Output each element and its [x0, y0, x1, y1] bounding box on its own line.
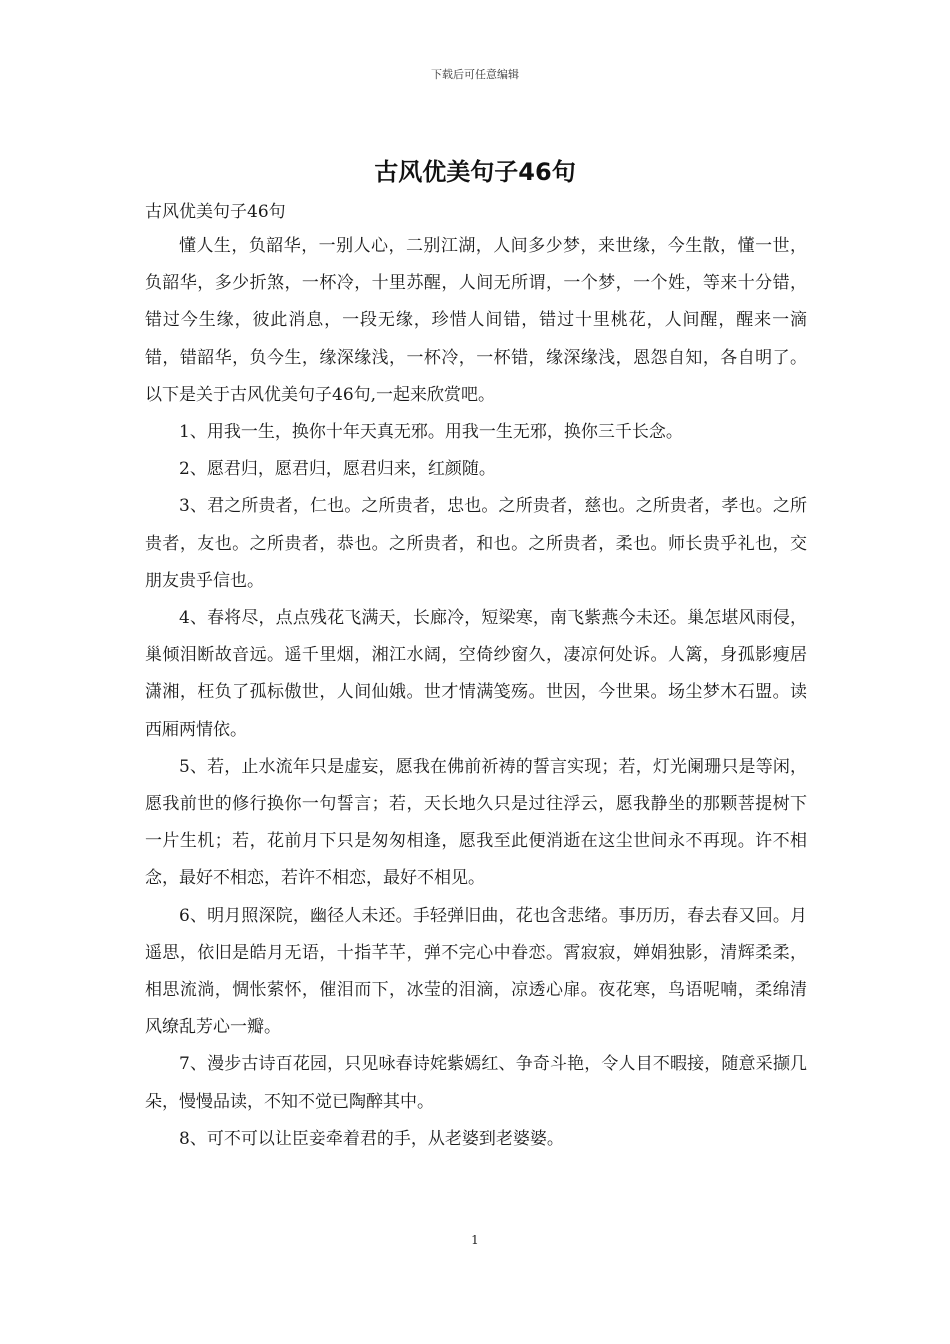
- paragraph-item-1: 1、用我一生，换你十年天真无邪。用我一生无邪，换你三千长念。: [179, 422, 683, 443]
- paragraph-item-3: 3、君之所贵者，仁也。之所贵者，忠也。之所贵者，慈也。之所贵者，孝也。之所贵者，友也。之所贵者，恭也。之所贵者，和也。之所贵者，柔也。师长贵乎礼也，交朋友贵乎信也。: [145, 496, 807, 591]
- document-subtitle: 古风优美句子46句: [145, 202, 286, 222]
- paragraph-item-2: 2、愿君归，愿君归，愿君归来，红颜随。: [179, 459, 496, 480]
- page-number: 1: [471, 1233, 479, 1247]
- paragraph-item-6: 6、明月照深院，幽径人未还。手轻弹旧曲，花也含悲绪。事历历，春去春又回。月遥思，依旧是皓月无语，十指芊芊，弹不完心中眷恋。霄寂寂，婵娟独影，清辉柔柔，相思流淌，惆怅萦怀，催泪而下，冰莹的泪滴，凉透心扉。夜花寒，鸟语呢喃，柔绵清风缭乱芳心一瓣。: [145, 905, 807, 1038]
- paragraph-item-7: 7、漫步古诗百花园，只见咏春诗姹紫嫣红、争奇斗艳，令人目不暇接，随意采撷几朵，慢慢品读，不知不觉已陶醉其中。: [145, 1054, 807, 1112]
- document-body: [145, 197, 807, 1158]
- document-title: 古风优美句子46句: [374, 158, 576, 186]
- paragraph-item-5: 5、若，止水流年只是虚妄，愿我在佛前祈祷的誓言实现；若，灯光阑珊只是等闲，愿我前世的修行换你一句誓言；若，天长地久只是过往浮云，愿我静坐的那颗菩提树下一片生机；若，花前月下只是匆匆相逢，愿我至此便消逝在这尘世间永不再现。许不相念，最好不相恋，若许不相恋，最好不相见。: [145, 756, 807, 889]
- paragraph-item-4: 4、春将尽，点点残花飞满天，长廊冷，短梁寒，南飞紫燕今未还。巢怎堪风雨侵，巢倾泪断故音远。遥千里烟，湘江水阔，空倚纱窗久，凄凉何处诉。人篱，身孤影瘦居潇湘，枉负了孤标傲世，人间仙娥。世才情满笺殇。世因，今世果。场尘梦木石盟。读西厢两情依。: [145, 608, 807, 740]
- page-header: 下载后可任意编辑: [431, 68, 519, 81]
- paragraph-intro: 懂人生，负韶华，一别人心，二别江湖，人间多少梦，来世缘，今生散，懂一世，负韶华，多少折煞，一杯冷，十里苏醒，人间无所谓，一个梦，一个姓，等来十分错，错过今生缘，彼此消息，一段无缘，珍惜人间错，错过十里桃花，人间醒，醒来一滴错，错韶华，负今生，缘深缘浅，一杯冷，一杯错，缘深缘浅，恩怨自知，各自明了。以下是关于古风优美句子46句,一起来欣赏吧。: [145, 236, 807, 405]
- paragraph-item-8: 8、可不可以让臣妾牵着君的手，从老婆到老婆婆。: [179, 1128, 564, 1149]
